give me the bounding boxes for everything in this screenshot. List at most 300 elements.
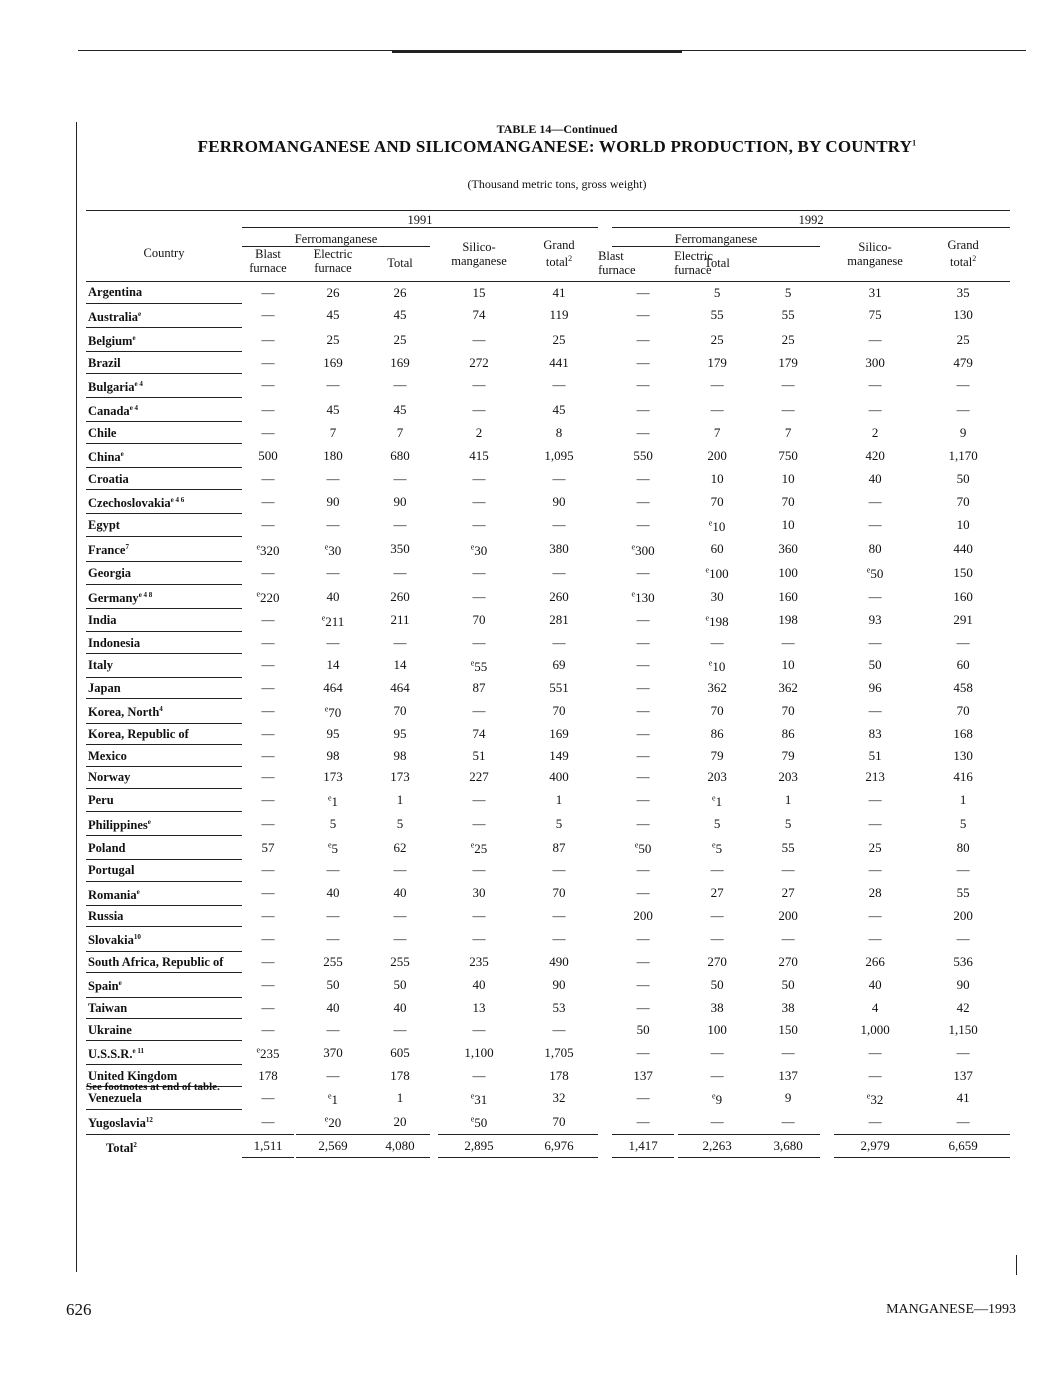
total-1992-cell — [756, 609, 820, 632]
grand-total-1992-cell — [916, 859, 1010, 881]
blast-1992-value: — — [636, 679, 650, 695]
blast-1992-value: $^e$300 — [631, 542, 655, 558]
blast-1992-value: — — [636, 931, 650, 947]
blast-1991-value: — — [261, 999, 275, 1015]
total-1992-cell — [756, 905, 820, 927]
gap-cell — [820, 788, 834, 811]
silico-1991-cell — [438, 745, 520, 767]
total-1992-cell — [756, 303, 820, 327]
electric-1992-cell — [678, 352, 756, 374]
blast-1992-cell — [612, 282, 674, 304]
grand-total-1991-cell — [520, 767, 598, 789]
silico-1992-value: 213 — [865, 769, 885, 785]
footnote-marker: 2 — [133, 1140, 137, 1149]
total-1991-value: 350 — [390, 541, 410, 557]
electric-1991-value: 255 — [323, 954, 343, 969]
blast-1991-cell — [242, 836, 294, 859]
blast-1992-cell — [612, 788, 674, 811]
silico-1992-value: 25 — [868, 839, 882, 855]
silico-1991-cell — [438, 352, 520, 374]
blast-1991-cell — [242, 514, 294, 537]
total-1991-value: — — [393, 517, 407, 533]
gap-cell — [430, 609, 438, 632]
silico-1991-value: — — [472, 634, 486, 650]
electric-1991-cell — [296, 905, 370, 927]
electric-1992-cell — [678, 927, 756, 951]
header-grand-1992 — [916, 228, 1010, 280]
blast-1991-value: — — [261, 517, 275, 533]
electric-1991-value: $^e$211 — [321, 613, 345, 629]
total-1991-cell — [370, 444, 430, 468]
total-1991-cell — [370, 422, 430, 444]
estimate-marker: e — [256, 542, 261, 552]
electric-1992-value: 270 — [707, 954, 727, 969]
total-1991-value: 20 — [393, 1113, 407, 1129]
footnote-marker: e — [136, 887, 140, 896]
electric-1991-value: $^e$1 — [327, 793, 339, 809]
total-1992-value: 25 — [781, 331, 795, 347]
table-row — [86, 905, 1010, 927]
estimate-marker: e — [321, 613, 326, 623]
country-cell — [86, 444, 242, 468]
electric-1992-value: 70 — [710, 493, 724, 509]
grand-total-1992-value: — — [956, 1044, 970, 1060]
table-row — [86, 422, 1010, 444]
grand-total-1992-cell — [916, 881, 1010, 905]
total-1991-value: 40 — [393, 885, 407, 901]
blast-1992-cell — [612, 514, 674, 537]
silico-1992-value: — — [868, 815, 882, 831]
total-1992-cell — [756, 859, 820, 881]
blast-1991-cell — [242, 327, 294, 351]
table-row — [86, 1087, 1010, 1110]
gap-cell — [430, 514, 438, 537]
silico-1992-cell — [834, 514, 916, 537]
table-row — [86, 609, 1010, 632]
blast-1991-value: — — [261, 1113, 275, 1129]
electric-1992-cell — [678, 677, 756, 699]
silico-1992-cell — [834, 327, 916, 351]
table-row — [86, 1110, 1010, 1134]
table-row — [86, 927, 1010, 951]
silico-1991-cell — [438, 997, 520, 1019]
grand-total-1991-value: 70 — [552, 885, 566, 901]
grand-total-1992-value: — — [956, 1113, 970, 1129]
total-1991-value: 45 — [393, 401, 407, 417]
country-name: Ukraine — [88, 1022, 132, 1037]
blast-1991-value: — — [261, 725, 275, 741]
gap-cell — [598, 1065, 612, 1087]
electric-1991-value: 2,569 — [318, 1137, 348, 1153]
blast-1992-cell — [612, 836, 674, 859]
blast-1992-value: — — [636, 377, 650, 393]
electric-1991-cell — [296, 373, 370, 397]
total-1992-cell — [756, 677, 820, 699]
total-1991-cell — [370, 352, 430, 374]
blast-1992-value: — — [636, 634, 650, 650]
header-grand-1991-note: 2 — [568, 253, 573, 263]
country-name: Korea, North — [88, 705, 160, 720]
electric-1991-cell — [296, 677, 370, 699]
blast-1992-value: — — [636, 470, 650, 486]
electric-1991-value: 40 — [326, 885, 340, 901]
electric-1991-value: 5 — [329, 815, 337, 831]
grand-total-1991-value: 32 — [552, 1090, 566, 1106]
silico-1992-value: — — [868, 517, 882, 533]
silico-1991-cell — [438, 881, 520, 905]
electric-1992-cell — [678, 1110, 756, 1134]
silico-1992-cell — [834, 282, 916, 304]
blast-1991-value: — — [261, 954, 275, 969]
silico-1992-cell — [834, 584, 916, 608]
total-1992-cell — [756, 468, 820, 490]
country-cell — [86, 609, 242, 632]
silico-1992-cell — [834, 1019, 916, 1041]
silico-1992-value: — — [868, 1044, 882, 1060]
grand-total-1992-value: — — [956, 401, 970, 417]
blast-1992-value: — — [636, 862, 650, 878]
header-silico-1992 — [834, 228, 916, 280]
gap-cell — [598, 859, 612, 881]
silico-1992-value: 300 — [865, 354, 885, 370]
grand-total-1992-value: — — [956, 634, 970, 650]
blast-1992-cell — [612, 881, 674, 905]
electric-1991-value: 50 — [326, 976, 340, 992]
gap-cell — [820, 303, 834, 327]
electric-1992-cell — [678, 836, 756, 859]
electric-1992-cell — [678, 561, 756, 584]
gap-cell — [820, 723, 834, 745]
gap-cell — [598, 723, 612, 745]
blast-1992-value: — — [636, 747, 650, 763]
blast-1991-value: — — [261, 908, 275, 924]
silico-1991-value: 51 — [472, 747, 486, 763]
total-1991-value: 4,080 — [385, 1137, 415, 1153]
country-cell — [86, 788, 242, 811]
estimate-marker: e — [634, 840, 639, 850]
total-1992-cell — [756, 1065, 820, 1087]
total-1992-cell — [756, 927, 820, 951]
electric-1992-value: 79 — [710, 747, 724, 763]
silico-1991-cell — [438, 1087, 520, 1110]
grand-total-1992-cell — [916, 973, 1010, 997]
silico-1992-value: — — [868, 377, 882, 393]
electric-1992-value: — — [710, 908, 724, 924]
country-cell — [86, 1110, 242, 1134]
blast-1991-value: $^e$320 — [256, 542, 280, 558]
blast-1991-cell — [242, 373, 294, 397]
gap-cell — [820, 444, 834, 468]
country-name: Indonesia — [88, 635, 141, 650]
table-row — [86, 767, 1010, 789]
blast-1992-value: 550 — [633, 447, 653, 463]
electric-1991-value: 370 — [323, 1044, 343, 1060]
grand-total-1991-cell — [520, 561, 598, 584]
footnote-marker: e 4 — [129, 404, 139, 413]
blast-1991-value: — — [261, 769, 275, 785]
gap-cell — [430, 1065, 438, 1087]
gap-cell — [598, 812, 612, 836]
blast-1991-cell — [242, 1110, 294, 1134]
total-1992-value: 9 — [784, 1090, 792, 1106]
electric-1991-value: — — [326, 908, 340, 924]
total-1992-cell — [756, 788, 820, 811]
blast-1992-cell — [612, 1041, 674, 1065]
silico-1992-value: 93 — [868, 612, 882, 628]
total-1992-cell — [756, 398, 820, 422]
country-name: Total — [106, 1140, 134, 1155]
total-1992-cell — [756, 373, 820, 397]
electric-1992-cell — [678, 1041, 756, 1065]
table-row — [86, 468, 1010, 490]
total-1992-value: 86 — [781, 725, 795, 741]
grand-total-1991-value: 380 — [549, 541, 569, 557]
total-1991-cell — [370, 303, 430, 327]
blast-1992-cell — [612, 997, 674, 1019]
header-country: Country — [143, 246, 185, 261]
country-name: Korea, Republic of — [88, 726, 189, 741]
gap-cell — [430, 468, 438, 490]
silico-1992-cell — [834, 905, 916, 927]
grand-total-1992-value: 41 — [956, 1090, 970, 1106]
blast-1992-cell — [612, 1087, 674, 1110]
electric-1992-cell — [678, 973, 756, 997]
electric-1991-value: — — [326, 564, 340, 580]
electric-1991-value: 45 — [326, 307, 340, 323]
country-cell — [86, 561, 242, 584]
country-cell — [86, 489, 242, 513]
table-row — [86, 373, 1010, 397]
total-1991-value: 1 — [396, 1090, 404, 1106]
gap-cell — [820, 1134, 834, 1158]
blast-1991-value: — — [261, 815, 275, 831]
country-cell — [86, 654, 242, 677]
total-1992-cell — [756, 282, 820, 304]
country-cell — [86, 859, 242, 881]
gap-cell — [820, 951, 834, 973]
gap-cell — [598, 327, 612, 351]
total-1991-cell — [370, 723, 430, 745]
table-label: TABLE 14—Continued — [496, 122, 618, 136]
gap-cell — [430, 584, 438, 608]
silico-1992-value: 2,979 — [860, 1137, 890, 1153]
electric-1991-value: 26 — [326, 284, 340, 300]
grand-total-1991-value: 400 — [549, 769, 569, 785]
silico-1992-cell — [834, 489, 916, 513]
gap-cell — [598, 1087, 612, 1110]
grand-total-1992-cell — [916, 836, 1010, 859]
electric-1991-value: $^e$1 — [327, 1091, 339, 1107]
total-1992-cell — [756, 973, 820, 997]
gap-cell — [430, 1041, 438, 1065]
grand-total-1991-value: 69 — [552, 657, 566, 673]
silico-1991-cell — [438, 398, 520, 422]
grand-total-1991-cell — [520, 677, 598, 699]
blast-1992-cell — [612, 632, 674, 654]
total-1992-value: 160 — [778, 588, 798, 604]
header-electric-1992 — [674, 247, 713, 280]
silico-1992-value: 50 — [868, 657, 882, 673]
silico-1991-value: — — [472, 331, 486, 347]
electric-1992-value: 5 — [713, 284, 721, 300]
header-grand-1991-line2: total — [545, 255, 569, 270]
blast-1991-cell — [242, 699, 294, 723]
gap-cell — [820, 1065, 834, 1087]
gap-cell — [430, 398, 438, 422]
total-1992-value: 179 — [778, 354, 798, 370]
grand-total-1991-cell — [520, 514, 598, 537]
country-cell — [86, 1041, 242, 1065]
total-1991-value: 1 — [396, 792, 404, 808]
total-1992-cell — [756, 561, 820, 584]
gap-cell — [820, 584, 834, 608]
blast-1991-value: — — [261, 976, 275, 992]
gap-cell — [598, 352, 612, 374]
country-name: Australia — [88, 309, 138, 324]
total-1992-cell — [756, 836, 820, 859]
blast-1992-cell — [612, 584, 674, 608]
electric-1992-value: 27 — [710, 885, 724, 901]
electric-1991-cell — [296, 836, 370, 859]
total-1992-cell — [756, 1087, 820, 1110]
total-1992-cell — [756, 951, 820, 973]
electric-1991-cell — [296, 767, 370, 789]
grand-total-1991-value: 1,705 — [544, 1044, 574, 1060]
silico-1991-cell — [438, 677, 520, 699]
grand-total-1991-value: 119 — [549, 307, 569, 323]
estimate-marker: e — [708, 518, 713, 528]
electric-1991-value: — — [326, 470, 340, 486]
total-1992-cell — [756, 881, 820, 905]
electric-1991-cell — [296, 561, 370, 584]
grand-total-1991-value: 178 — [549, 1067, 569, 1083]
electric-1992-value: — — [710, 634, 724, 650]
total-1992-value: 7 — [784, 424, 792, 440]
silico-1992-cell — [834, 699, 916, 723]
total-1991-value: 62 — [393, 839, 407, 855]
electric-1991-cell — [296, 468, 370, 490]
total-1991-cell — [370, 514, 430, 537]
total-1991-cell — [370, 812, 430, 836]
country-name: Venezuela — [88, 1091, 142, 1106]
grand-total-1992-value: — — [956, 931, 970, 947]
table-row — [86, 282, 1010, 304]
total-1991-value: 255 — [390, 954, 410, 969]
electric-1992-cell — [678, 398, 756, 422]
header-grand-1992-line1: Grand — [947, 237, 979, 252]
country-name: Yugoslavia — [88, 1116, 146, 1131]
silico-1992-value: — — [868, 792, 882, 808]
silico-1991-cell — [438, 723, 520, 745]
blast-1992-cell — [612, 723, 674, 745]
silico-1992-cell — [834, 1041, 916, 1065]
gap-cell — [820, 327, 834, 351]
gap-cell — [820, 489, 834, 513]
electric-1992-value: 362 — [707, 679, 727, 695]
grand-total-1991-cell — [520, 905, 598, 927]
country-name: Poland — [88, 840, 126, 855]
blast-1992-cell — [612, 699, 674, 723]
grand-total-1992-cell — [916, 767, 1010, 789]
blast-1991-cell — [242, 1041, 294, 1065]
gap-cell — [820, 1087, 834, 1110]
silico-1992-value: — — [868, 1113, 882, 1129]
silico-1992-value: — — [868, 493, 882, 509]
electric-1992-value: 2,263 — [702, 1137, 732, 1153]
electric-1991-cell — [296, 1019, 370, 1041]
country-cell — [86, 905, 242, 927]
electric-1992-cell — [678, 812, 756, 836]
electric-1992-cell — [678, 1087, 756, 1110]
header-gap — [430, 228, 438, 247]
blast-1991-value: — — [261, 702, 275, 718]
grand-total-1991-value: 53 — [552, 999, 566, 1015]
electric-1991-cell — [296, 1110, 370, 1134]
footnote-marker: e — [132, 333, 136, 342]
blast-1991-cell — [242, 767, 294, 789]
country-cell — [86, 1134, 242, 1158]
gap-cell — [430, 422, 438, 444]
silico-1992-cell — [834, 561, 916, 584]
electric-1991-value: $^e$30 — [324, 542, 342, 558]
country-name: Russia — [88, 909, 124, 924]
gap-cell — [598, 881, 612, 905]
silico-1992-value: 4 — [871, 999, 879, 1015]
gap-cell — [430, 767, 438, 789]
footnote-marker: e 11 — [132, 1047, 144, 1056]
electric-1992-cell — [678, 905, 756, 927]
blast-1991-cell — [242, 1087, 294, 1110]
grand-total-1991-value: 90 — [552, 493, 566, 509]
estimate-marker: e — [470, 542, 475, 552]
table-row — [86, 951, 1010, 973]
grand-total-1992-cell — [916, 1134, 1010, 1158]
blast-1991-value: — — [261, 657, 275, 673]
total-1991-value: — — [393, 908, 407, 924]
grand-total-1991-cell — [520, 327, 598, 351]
country-cell — [86, 514, 242, 537]
total-1991-value: — — [393, 862, 407, 878]
total-1991-cell — [370, 327, 430, 351]
total-1991-cell — [370, 997, 430, 1019]
electric-1992-cell — [678, 1134, 756, 1158]
blast-1991-value: — — [261, 470, 275, 486]
silico-1991-cell — [438, 973, 520, 997]
electric-1992-cell — [678, 422, 756, 444]
blast-1992-cell — [612, 677, 674, 699]
right-margin-rule — [1016, 1255, 1017, 1275]
gap-cell — [820, 836, 834, 859]
total-1991-value: 90 — [393, 493, 407, 509]
total-1992-cell — [756, 514, 820, 537]
electric-1991-cell — [296, 422, 370, 444]
blast-1992-cell — [612, 812, 674, 836]
header-grand-1991-line1: Grand — [543, 237, 575, 252]
grand-total-1991-cell — [520, 1110, 598, 1134]
total-1991-value: 464 — [390, 679, 410, 695]
blast-1991-value: — — [261, 1021, 275, 1037]
blast-1991-cell — [242, 951, 294, 973]
header-year-1991: 1991 — [242, 211, 598, 228]
electric-1992-value: — — [710, 862, 724, 878]
total-1992-value: 198 — [778, 612, 798, 628]
gap-cell — [430, 812, 438, 836]
country-name: China — [88, 450, 121, 465]
table-row — [86, 632, 1010, 654]
total-1991-cell — [370, 973, 430, 997]
total-1991-value: 14 — [393, 657, 407, 673]
electric-1992-value: 38 — [710, 999, 724, 1015]
